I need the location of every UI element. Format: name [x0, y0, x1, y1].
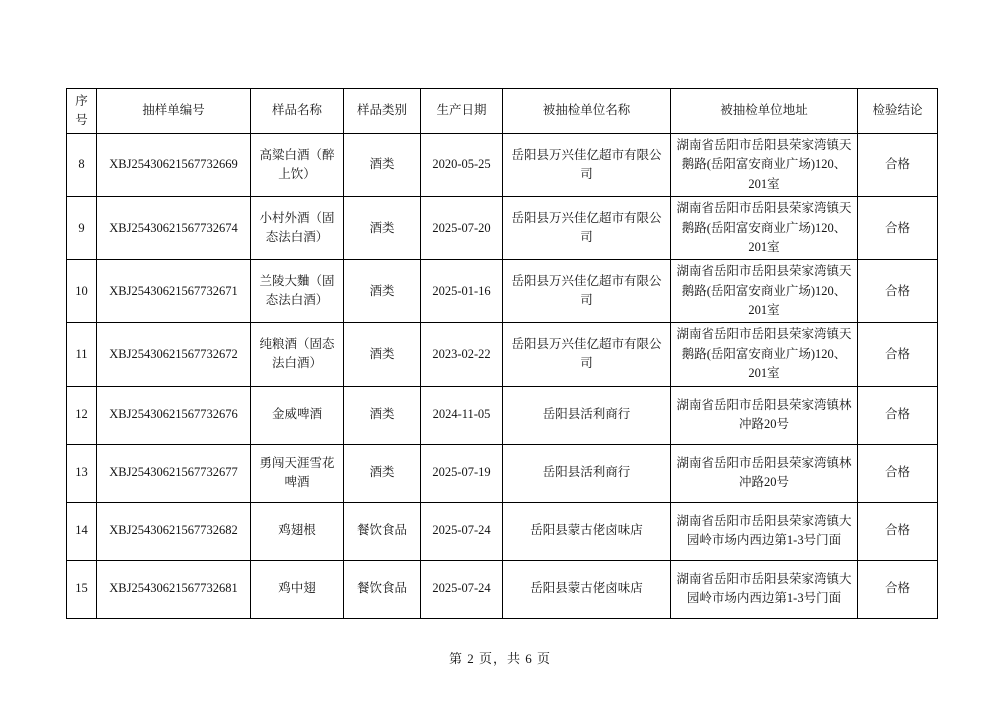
- table-row: [67, 560, 938, 618]
- table-cell: 岳阳县万兴佳亿超市有限公司: [503, 260, 671, 323]
- table-cell: 酒类: [344, 134, 421, 197]
- table-cell: 酒类: [344, 444, 421, 502]
- table-cell: 合格: [858, 323, 938, 386]
- column-header: 检验结论: [858, 89, 938, 134]
- table-cell: 湖南省岳阳市岳阳县荣家湾镇大园岭市场内西边第1-3号门面: [671, 502, 858, 560]
- table-body: [67, 134, 938, 619]
- inspection-results-table: [66, 88, 938, 619]
- table-cell: 合格: [858, 197, 938, 260]
- table-header-row: [67, 89, 938, 134]
- table-cell: 合格: [858, 260, 938, 323]
- table-cell: 酒类: [344, 197, 421, 260]
- column-header: 被抽检单位地址: [671, 89, 858, 134]
- table-cell: 15: [67, 560, 97, 618]
- table-cell: 岳阳县蒙古佬卤味店: [503, 502, 671, 560]
- table-cell: 酒类: [344, 260, 421, 323]
- table-cell: 合格: [858, 560, 938, 618]
- table-cell: 2025-07-20: [421, 197, 503, 260]
- table-cell: 金威啤酒: [251, 386, 344, 444]
- table-row: [67, 502, 938, 560]
- table-cell: 岳阳县蒙古佬卤味店: [503, 560, 671, 618]
- page-number-footer: 第 2 页，共 6 页: [448, 651, 551, 666]
- table-cell: 勇闯天涯雪花啤酒: [251, 444, 344, 502]
- table-cell: 湖南省岳阳市岳阳县荣家湾镇大园岭市场内西边第1-3号门面: [671, 560, 858, 618]
- table-cell: 2025-07-24: [421, 502, 503, 560]
- table-cell: 岳阳县活利商行: [503, 386, 671, 444]
- table-cell: 鸡中翅: [251, 560, 344, 618]
- table-cell: 小村外酒（固态法白酒）: [251, 197, 344, 260]
- table-cell: 2025-07-19: [421, 444, 503, 502]
- table-cell: 湖南省岳阳市岳阳县荣家湾镇天鹅路(岳阳富安商业广场)120、201室: [671, 197, 858, 260]
- table-cell: 岳阳县万兴佳亿超市有限公司: [503, 323, 671, 386]
- table-row: [67, 260, 938, 323]
- column-header: 样品类别: [344, 89, 421, 134]
- table-cell: 8: [67, 134, 97, 197]
- table-cell: 高粱白酒（醉上饮）: [251, 134, 344, 197]
- table-cell: 2024-11-05: [421, 386, 503, 444]
- table-cell: 2025-07-24: [421, 560, 503, 618]
- table-cell: 2023-02-22: [421, 323, 503, 386]
- table-cell: 2025-01-16: [421, 260, 503, 323]
- table-cell: 湖南省岳阳市岳阳县荣家湾镇天鹅路(岳阳富安商业广场)120、201室: [671, 134, 858, 197]
- table-row: [67, 386, 938, 444]
- table-cell: 10: [67, 260, 97, 323]
- table-cell: 岳阳县活利商行: [503, 444, 671, 502]
- table-cell: 湖南省岳阳市岳阳县荣家湾镇林冲路20号: [671, 444, 858, 502]
- table-cell: 合格: [858, 444, 938, 502]
- table-cell: 13: [67, 444, 97, 502]
- table-cell: 餐饮食品: [344, 502, 421, 560]
- column-header: 序号: [67, 89, 97, 134]
- table-cell: 餐饮食品: [344, 560, 421, 618]
- table-cell: XBJ25430621567732682: [97, 502, 251, 560]
- table-cell: 11: [67, 323, 97, 386]
- table-row: [67, 444, 938, 502]
- table-row: [67, 197, 938, 260]
- table-cell: 合格: [858, 502, 938, 560]
- table-cell: 兰陵大麯（固态法白酒）: [251, 260, 344, 323]
- table-cell: 酒类: [344, 323, 421, 386]
- table-cell: XBJ25430621567732677: [97, 444, 251, 502]
- table-row: [67, 134, 938, 197]
- table-cell: 湖南省岳阳市岳阳县荣家湾镇天鹅路(岳阳富安商业广场)120、201室: [671, 323, 858, 386]
- table-cell: 酒类: [344, 386, 421, 444]
- table-cell: 2020-05-25: [421, 134, 503, 197]
- table-cell: 鸡翅根: [251, 502, 344, 560]
- table-cell: 湖南省岳阳市岳阳县荣家湾镇林冲路20号: [671, 386, 858, 444]
- table-cell: 纯粮酒（固态法白酒）: [251, 323, 344, 386]
- column-header: 样品名称: [251, 89, 344, 134]
- table-cell: 12: [67, 386, 97, 444]
- column-header: 生产日期: [421, 89, 503, 134]
- table-cell: 14: [67, 502, 97, 560]
- column-header: 抽样单编号: [97, 89, 251, 134]
- table-cell: XBJ25430621567732676: [97, 386, 251, 444]
- table-cell: 合格: [858, 134, 938, 197]
- table-cell: XBJ25430621567732671: [97, 260, 251, 323]
- table-cell: 岳阳县万兴佳亿超市有限公司: [503, 197, 671, 260]
- table-cell: 湖南省岳阳市岳阳县荣家湾镇天鹅路(岳阳富安商业广场)120、201室: [671, 260, 858, 323]
- table-cell: 合格: [858, 386, 938, 444]
- table-cell: 9: [67, 197, 97, 260]
- column-header: 被抽检单位名称: [503, 89, 671, 134]
- table-cell: XBJ25430621567732674: [97, 197, 251, 260]
- table-cell: 岳阳县万兴佳亿超市有限公司: [503, 134, 671, 197]
- table-cell: XBJ25430621567732681: [97, 560, 251, 618]
- table-cell: XBJ25430621567732672: [97, 323, 251, 386]
- table-row: [67, 323, 938, 386]
- table-cell: XBJ25430621567732669: [97, 134, 251, 197]
